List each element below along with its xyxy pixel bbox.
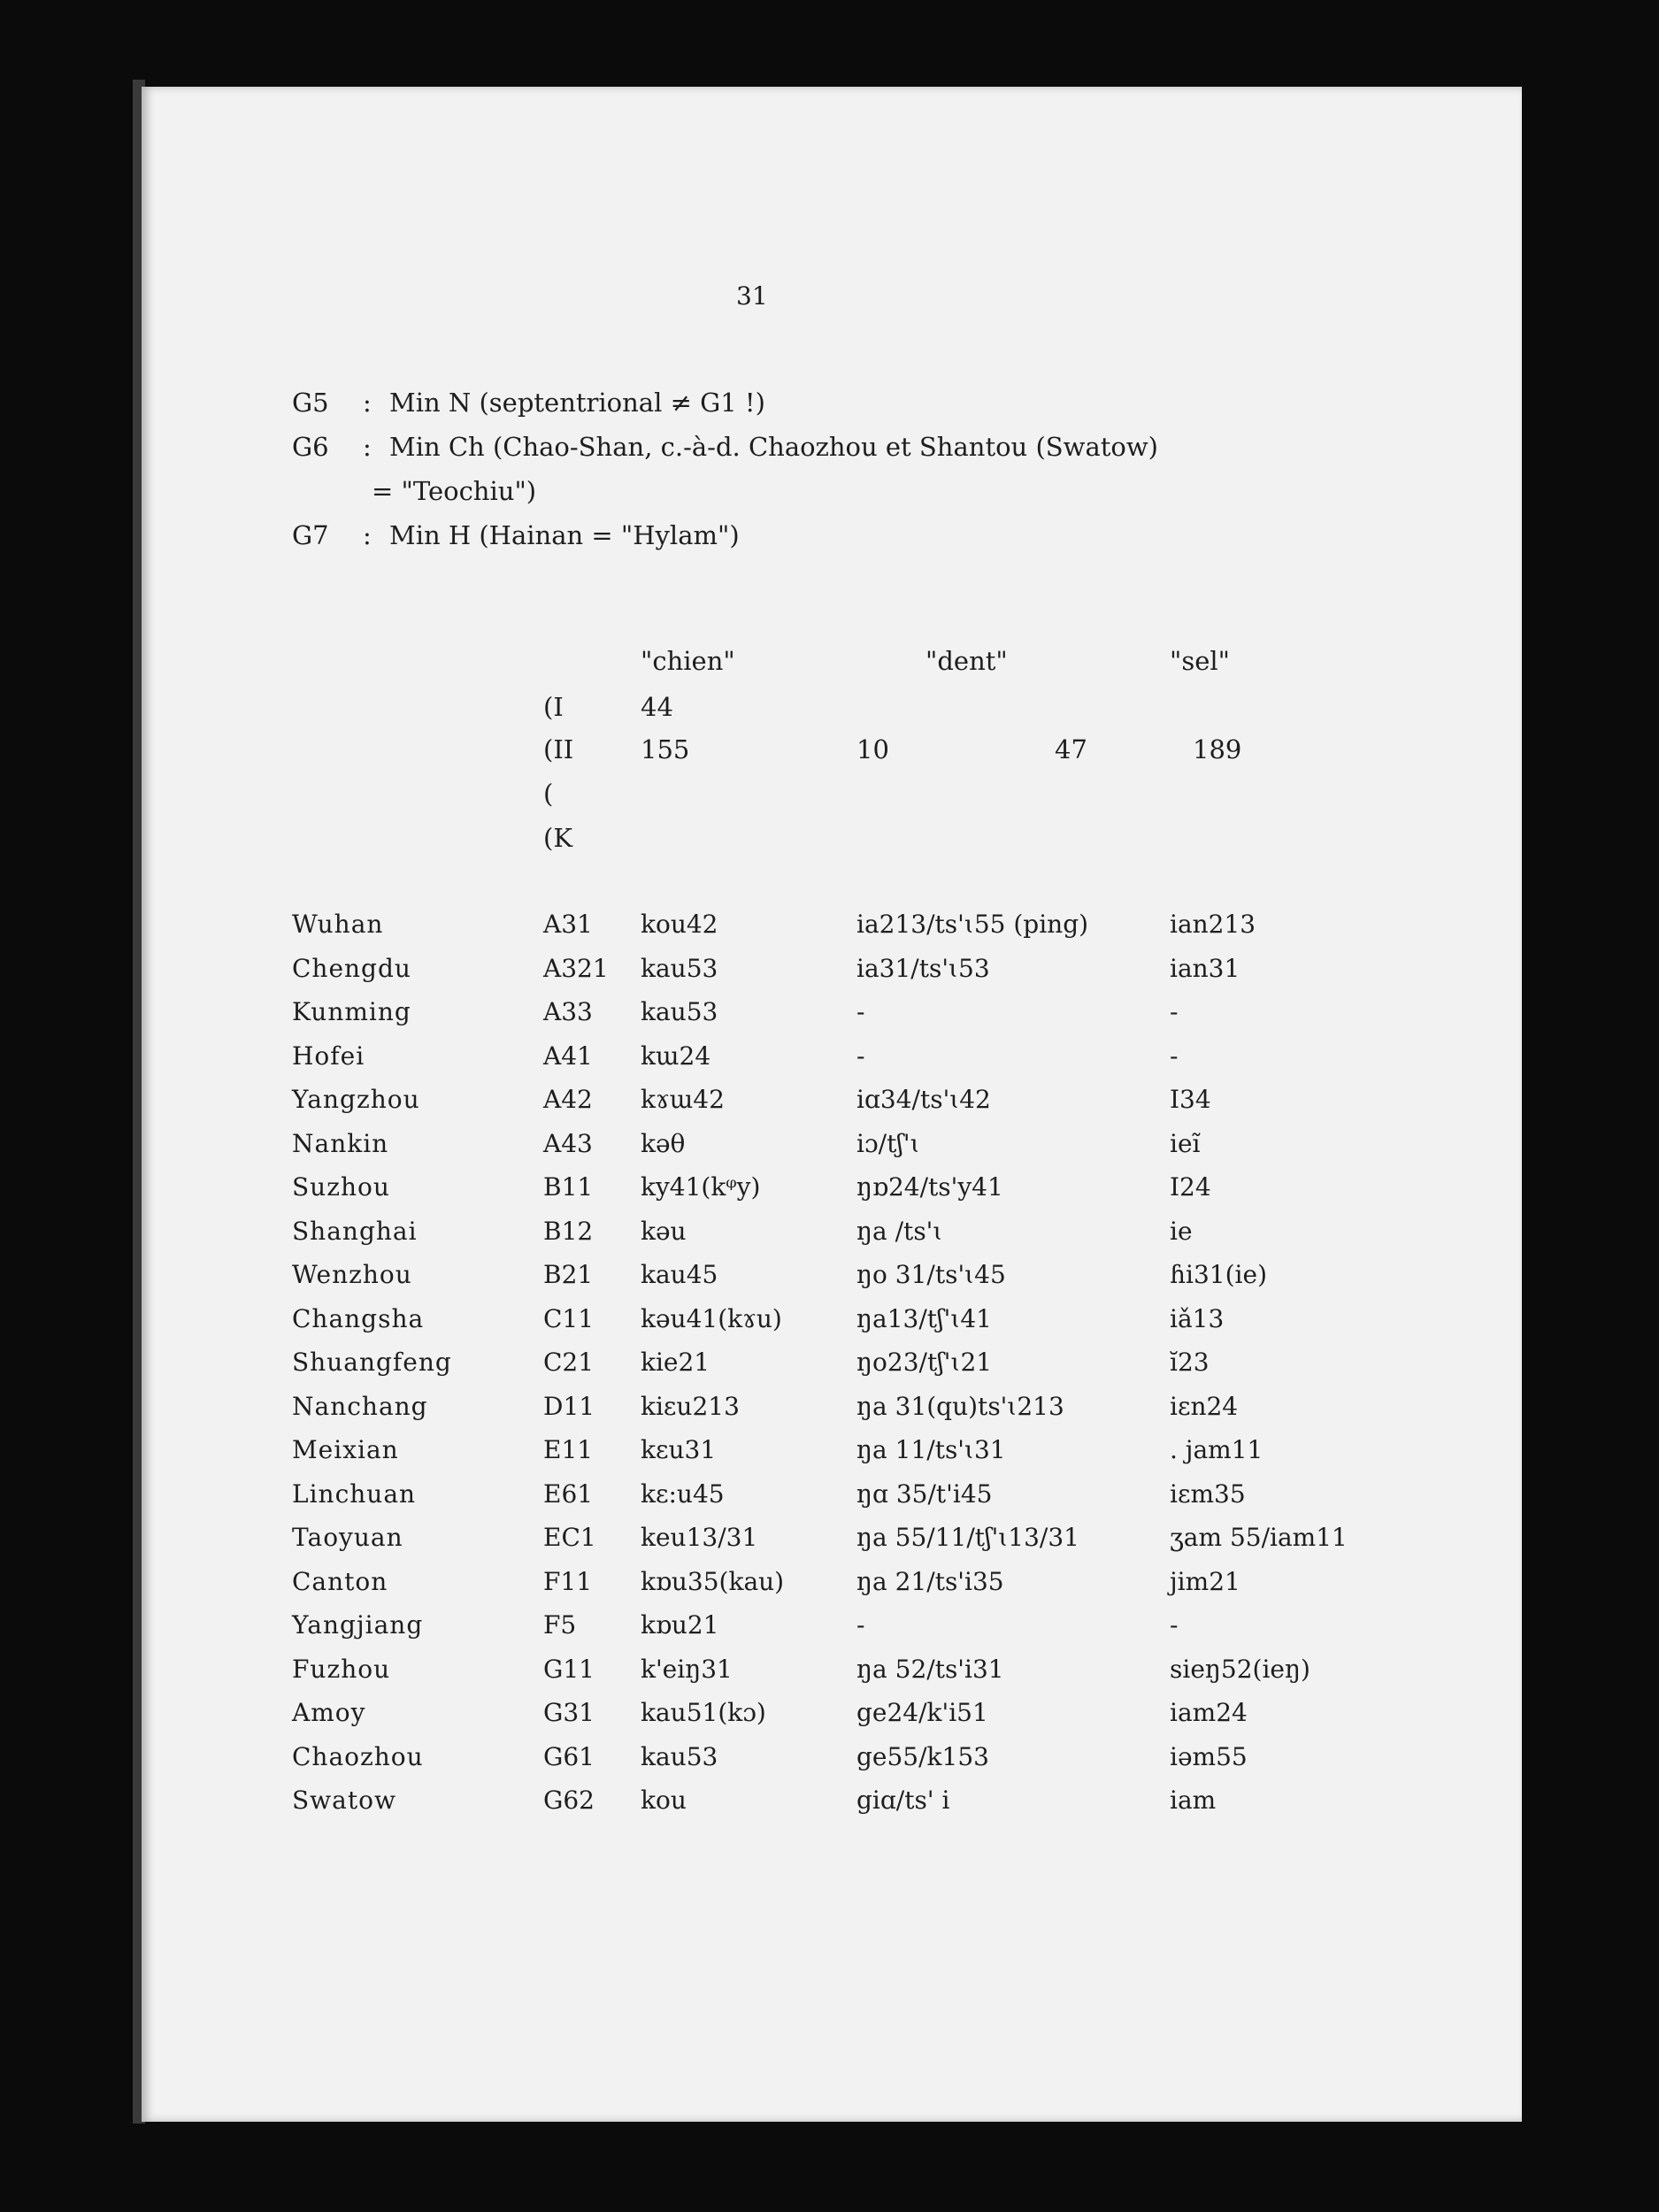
- cell-dent: ŋo23/tʃ'ɩ21: [856, 1348, 993, 1377]
- cell-dent: ŋɒ24/ts'y41: [856, 1172, 1003, 1202]
- legend-colon: :: [363, 520, 372, 550]
- table-row: [0, 1348, 1659, 1390]
- dialect-code: EC1: [543, 1523, 596, 1552]
- cell-chien: kɤɯ42: [641, 1085, 725, 1114]
- cell-chien: kau53: [641, 1741, 718, 1771]
- dialect-code: C11: [543, 1303, 595, 1333]
- place-name: Chengdu: [292, 953, 411, 983]
- dialect-code: G61: [543, 1741, 595, 1771]
- table-row: [0, 1041, 1659, 1084]
- dialect-code: D11: [543, 1391, 595, 1421]
- table-row: [0, 1304, 1659, 1347]
- cell-sel: iam: [1170, 1786, 1217, 1815]
- table-row: [0, 954, 1659, 996]
- cell-sel: iəm55: [1170, 1741, 1248, 1771]
- place-name: Shuangfeng: [292, 1348, 452, 1377]
- column-header-chien: "chien": [641, 646, 735, 676]
- dialect-code: C21: [543, 1348, 595, 1377]
- cell-dent: ŋa 55/11/tʃ'ɩ13/31: [856, 1523, 1079, 1552]
- cell-chien: kɯ24: [641, 1041, 711, 1071]
- legend-g6: [292, 432, 1158, 462]
- column-header-dent: "dent": [926, 646, 1008, 676]
- place-name: Suzhou: [292, 1172, 390, 1202]
- table-row: [0, 1655, 1659, 1697]
- ref-label: (II: [543, 734, 574, 764]
- ref-value-sel: 189: [1193, 734, 1242, 764]
- cell-chien: kɒu21: [641, 1610, 719, 1640]
- place-name: Changsha: [292, 1303, 425, 1333]
- table-row: [0, 1742, 1659, 1785]
- cell-sel: ʒam 55/iam11: [1170, 1523, 1348, 1552]
- cell-dent: iɑ34/ts'ɩ42: [856, 1085, 991, 1114]
- place-name: Wenzhou: [292, 1260, 412, 1289]
- place-name: Yangzhou: [292, 1085, 420, 1114]
- cell-dent: ŋa 31(qu)ts'ɩ213: [856, 1391, 1064, 1421]
- table-row: [0, 1085, 1659, 1127]
- cell-sel: ian213: [1170, 910, 1256, 939]
- cell-chien: kəθ: [641, 1128, 686, 1158]
- table-row: [0, 1567, 1659, 1609]
- place-name: Swatow: [292, 1786, 396, 1815]
- cell-sel: ie: [1170, 1216, 1193, 1246]
- cell-dent: ia31/ts'ɩ53: [856, 953, 990, 983]
- dialect-code: B11: [543, 1172, 594, 1202]
- cell-sel: iɛm35: [1170, 1479, 1246, 1509]
- cell-chien: kou42: [641, 910, 718, 939]
- dialect-code: A41: [543, 1041, 593, 1071]
- cell-sel: ieĩ: [1170, 1128, 1201, 1158]
- legend-code: G7: [292, 520, 329, 550]
- cell-chien: kie21: [641, 1348, 710, 1377]
- table-row: [0, 1698, 1659, 1740]
- legend-g6-continuation: = "Teochiu"): [372, 476, 537, 506]
- cell-chien: kau53: [641, 953, 718, 983]
- ref-value-dent-a: 10: [856, 734, 889, 764]
- cell-sel: I24: [1170, 1172, 1211, 1202]
- cell-sel: iam24: [1170, 1698, 1248, 1727]
- cell-chien: kau51(kɔ): [641, 1698, 766, 1727]
- cell-dent: ŋa 11/ts'ɩ31: [856, 1435, 1006, 1464]
- dialect-code: G31: [543, 1698, 595, 1727]
- table-row: [0, 1217, 1659, 1259]
- cell-sel: ĭ23: [1170, 1348, 1210, 1377]
- cell-dent: ŋa 21/ts'i35: [856, 1566, 1004, 1596]
- ref-label: (I: [543, 692, 564, 722]
- dialect-code: F5: [543, 1610, 577, 1640]
- legend-code: G5: [292, 388, 329, 418]
- cell-chien: ky41(kᵠy): [641, 1172, 761, 1202]
- legend-text: Min Ch (Chao-Shan, c.-à-d. Chaozhou et Shantou (Swatow): [389, 432, 1158, 462]
- cell-dent: ge55/k153: [856, 1741, 989, 1771]
- cell-sel: sieŋ52(ieŋ): [1170, 1654, 1310, 1684]
- cell-dent: ŋɑ 35/t'i45: [856, 1479, 993, 1509]
- table-row: [0, 1435, 1659, 1478]
- place-name: Yangjiang: [292, 1610, 424, 1640]
- cell-dent: ŋa 52/ts'i31: [856, 1654, 1004, 1684]
- cell-sel: iɛn24: [1170, 1391, 1239, 1421]
- table-row: [0, 1260, 1659, 1302]
- legend-g5: [292, 388, 765, 418]
- place-name: Chaozhou: [292, 1741, 424, 1771]
- legend-colon: :: [363, 388, 372, 418]
- place-name: Fuzhou: [292, 1654, 391, 1684]
- legend-text: Min N (septentrional ≠ G1 !): [389, 388, 765, 418]
- cell-chien: kɛu31: [641, 1435, 717, 1464]
- ref-value-chien: 155: [641, 734, 690, 764]
- place-name: Meixian: [292, 1435, 399, 1464]
- place-name: Kunming: [292, 997, 411, 1026]
- cell-chien: kiɛu213: [641, 1391, 740, 1421]
- dialect-code: A321: [543, 953, 609, 983]
- dialect-code: G11: [543, 1654, 595, 1684]
- dialect-code: A43: [543, 1128, 593, 1158]
- cell-chien: kau53: [641, 997, 718, 1026]
- table-row: [0, 1479, 1659, 1522]
- cell-dent: ŋa13/tʃ'ɩ41: [856, 1303, 992, 1333]
- place-name: Taoyuan: [292, 1523, 403, 1552]
- cell-chien: kɛ:u45: [641, 1479, 725, 1509]
- cell-dent: ŋo 31/ts'ɩ45: [856, 1260, 1006, 1289]
- cell-sel: -: [1170, 997, 1179, 1026]
- legend-colon: :: [363, 432, 372, 462]
- cell-chien: kəu: [641, 1216, 687, 1246]
- table-row: [0, 1392, 1659, 1434]
- place-name: Amoy: [292, 1698, 366, 1727]
- table-row: [0, 1172, 1659, 1215]
- cell-chien: k'eiŋ31: [641, 1654, 733, 1684]
- cell-chien: kau45: [641, 1260, 718, 1289]
- dialect-code: E11: [543, 1435, 594, 1464]
- cell-chien: kɒu35(kau): [641, 1566, 785, 1596]
- dialect-code: G62: [543, 1786, 595, 1815]
- column-header-sel: "sel": [1170, 646, 1230, 676]
- dialect-code: A31: [543, 910, 593, 939]
- cell-dent: -: [856, 1041, 865, 1071]
- cell-sel: ian31: [1170, 953, 1240, 983]
- dialect-code: B21: [543, 1260, 594, 1289]
- legend-g7: [292, 520, 740, 550]
- cell-dent: -: [856, 997, 865, 1026]
- cell-dent: ia213/ts'ɩ55 (ping): [856, 910, 1089, 939]
- legend-text: Min H (Hainan = "Hylam"): [389, 520, 740, 550]
- cell-dent: giɑ/ts' i: [856, 1786, 950, 1815]
- cell-sel: . jam11: [1170, 1435, 1263, 1464]
- place-name: Wuhan: [292, 910, 384, 939]
- ref-label: (K: [543, 823, 572, 853]
- cell-sel: I34: [1170, 1085, 1211, 1114]
- dialect-code: A42: [543, 1085, 593, 1114]
- cell-dent: ge24/k'i51: [856, 1698, 988, 1727]
- place-name: Shanghai: [292, 1216, 418, 1246]
- dialect-code: F11: [543, 1566, 593, 1596]
- dialect-code: E61: [543, 1479, 594, 1509]
- cell-dent: -: [856, 1610, 865, 1640]
- cell-chien: kəu41(kɤu): [641, 1303, 782, 1333]
- cell-sel: ɦi31(ie): [1170, 1260, 1267, 1289]
- place-name: Hofei: [292, 1041, 365, 1071]
- table-row: [0, 1523, 1659, 1565]
- legend-code: G6: [292, 432, 329, 462]
- cell-sel: -: [1170, 1041, 1179, 1071]
- place-name: Linchuan: [292, 1479, 417, 1509]
- cell-sel: -: [1170, 1610, 1179, 1640]
- place-name: Nankin: [292, 1128, 389, 1158]
- dialect-code: B12: [543, 1216, 594, 1246]
- cell-sel: iǎ13: [1170, 1303, 1225, 1333]
- table-row: [0, 910, 1659, 952]
- ref-value-dent-b: 47: [1055, 734, 1087, 764]
- ref-label: (: [543, 779, 554, 809]
- table-row: [0, 1129, 1659, 1171]
- cell-dent: iɔ/tʃ'ɩ: [856, 1128, 920, 1158]
- cell-chien: keu13/31: [641, 1523, 758, 1552]
- dialect-code: A33: [543, 997, 593, 1026]
- page-number: 31: [736, 281, 768, 311]
- table-row: [0, 1610, 1659, 1653]
- cell-dent: ŋa /ts'ɩ: [856, 1216, 943, 1246]
- place-name: Canton: [292, 1566, 388, 1596]
- table-row: [0, 1786, 1659, 1828]
- ref-value-chien: 44: [641, 692, 673, 722]
- table-row: [0, 997, 1659, 1040]
- cell-sel: jim21: [1170, 1566, 1240, 1596]
- cell-chien: kou: [641, 1786, 687, 1815]
- place-name: Nanchang: [292, 1391, 428, 1421]
